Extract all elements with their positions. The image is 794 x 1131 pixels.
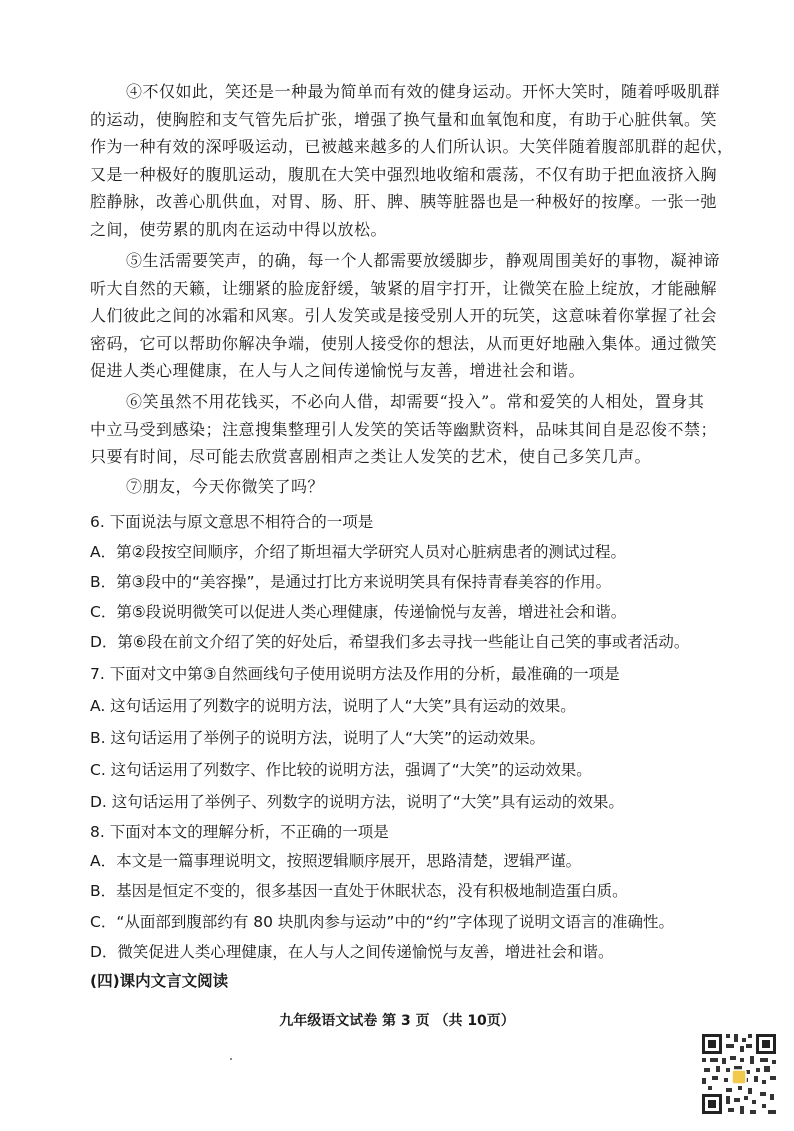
- question-6-stem: 6. 下面说法与原文意思不相符合的一项是: [90, 513, 374, 531]
- paragraph-line: 的运动，使胸腔和支气管先后扩张，增强了换气量和血氧饱和度，有助于心脏供氧。笑: [90, 109, 718, 129]
- question-8-option-d: D．微笑促进人类心理健康，在人与人之间传递愉悦与友善，增进社会和谐。: [90, 943, 614, 961]
- paragraph-line: 中立马受到感染；注意搜集整理引人发笑的笑话等幽默资料，品味其间自是忍俊不禁；: [90, 419, 718, 439]
- paragraph-line: 人们彼此之间的冰霜和风寒。引人发笑或是接受别人开的玩笑，这意味着你掌握了社会: [90, 306, 718, 325]
- question-7-option-d: D. 这句话运用了举例子、列数字的说明方法，说明了“大笑”具有运动的效果。: [90, 793, 624, 811]
- paragraph-line: ⑤生活需要笑声，的确，每一个人都需要放缓脚步，静观周围美好的事物，凝神谛: [126, 251, 721, 270]
- question-6-option-d: D．第⑥段在前文介绍了笑的好处后，希望我们多去寻找一些能让自己笑的事或者活动。: [90, 633, 690, 651]
- paragraph-line: 又是一种极好的腹肌运动，腹肌在大笑中强烈地收缩和震荡，不仅有助于把血液挤入胸: [90, 164, 718, 184]
- question-8-option-a: A．本文是一篇事理说明文，按照逻辑顺序展开，思路清楚，逻辑严谨。: [90, 852, 582, 870]
- section-heading: (四)课内文言文阅读: [90, 972, 229, 990]
- paragraph-6: [90, 388, 718, 471]
- paragraph-line: 听大自然的天籁，让绷紧的脸庞舒缓，皱紧的眉宇打开，让微笑在脸上绽放，才能融解: [90, 278, 718, 298]
- qr-code-icon: [698, 1030, 780, 1118]
- paragraph-line: 作为一种有效的深呼吸运动，已被越来越多的人们所认识。大笑伴随着腹部肌群的起伏，: [90, 137, 734, 156]
- paragraph-line: ④不仅如此，笑还是一种最为简单而有效的健身运动。开怀大笑时，随着呼吸肌群: [126, 82, 721, 101]
- paragraph-line: ⑥笑虽然不用花钱买，不必向人借，却需要“投入”。常和爱笑的人相处，置身其: [126, 392, 705, 411]
- paragraph-4: [90, 78, 734, 243]
- paragraph-line: 之间，使劳累的肌肉在运动中得以放松。: [90, 219, 388, 239]
- paragraph-line: 密码，它可以帮助你解决争端，使别人接受你的想法，从而更好地融入集体。通过微笑: [90, 333, 718, 353]
- question-8-stem: 8. 下面对本文的理解分析，不正确的一项是: [90, 823, 389, 841]
- paragraph-7: [90, 473, 710, 501]
- question-6-option-a: A．第②段按空间顺序，介绍了斯坦福大学研究人员对心脏病患者的测试过程。: [90, 543, 627, 561]
- paragraph-line: 腔静脉，改善心肌供血，对胃、肠、肝、脾、胰等脏器也是一种极好的按摩。一张一弛: [90, 192, 718, 211]
- question-8-option-b: B．基因是恒定不变的，很多基因一直处于休眠状态，没有积极地制造蛋白质。: [90, 882, 628, 900]
- paragraph-line: ⑦朋友，今天你微笑了吗？: [126, 477, 325, 496]
- question-6-option-b: B．第③段中的“美容操”，是通过打比方来说明笑具有保持青春美容的作用。: [90, 573, 612, 591]
- paragraph-line: 促进人类心理健康，在人与人之间传递愉悦与友善，增进社会和谐。: [90, 361, 586, 380]
- page-footer: 九年级语文试卷 第 3 页 （共 10页）: [279, 1013, 515, 1029]
- question-7-stem: 7. 下面对文中第③自然画线句子使用说明方法及作用的分析，最准确的一项是: [90, 665, 620, 683]
- paragraph-line: 只要有时间，尽可能去欣赏喜剧相声之类让人发笑的艺术，使自己多笑几声。: [90, 447, 652, 466]
- question-7-option-b: B. 这句话运用了举例子的说明方法，说明了人“大笑”的运动效果。: [90, 729, 546, 747]
- question-7-option-a: A. 这句话运用了列数字的说明方法，说明了人“大笑”具有运动的效果。: [90, 697, 576, 715]
- speck: [230, 1058, 232, 1060]
- qr-logo: [732, 1070, 746, 1084]
- question-6-option-c: C．第⑤段说明微笑可以促进人类心理健康，传递愉悦与友善，增进社会和谐。: [90, 603, 627, 621]
- question-8-option-c: C．“从面部到腹部约有 80 块肌肉参与运动”中的“约”字体现了说明文语言的准确性。: [90, 913, 675, 931]
- paragraph-5: [90, 247, 721, 385]
- question-7-option-c: C. 这句话运用了列数字、作比较的说明方法，强调了“大笑”的运动效果。: [90, 761, 592, 779]
